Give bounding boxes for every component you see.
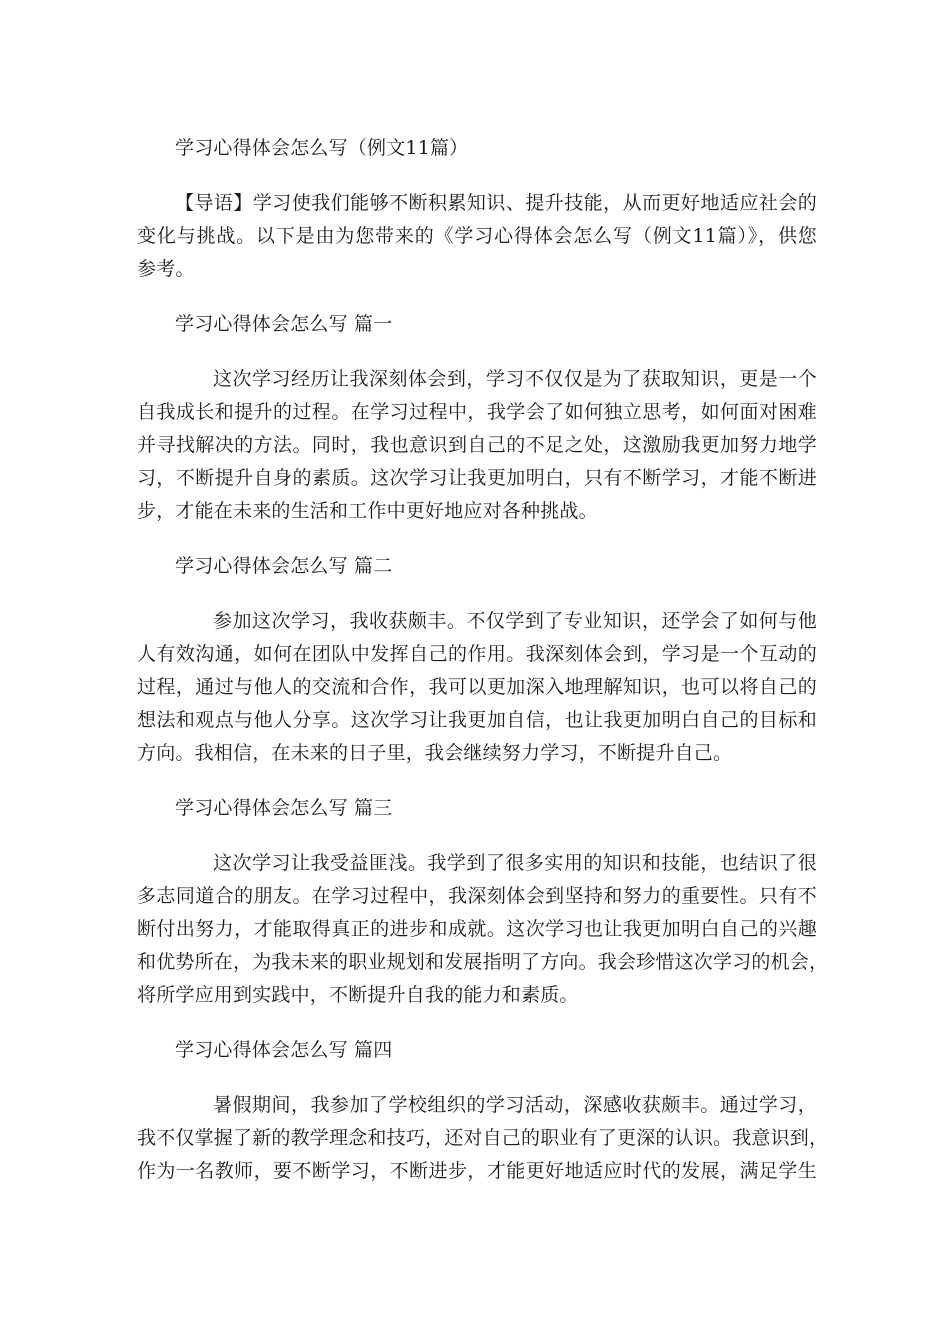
document-title: 学习心得体会怎么写（例文11篇） — [175, 137, 469, 159]
paragraph-line: 我不仅掌握了新的教学理念和技巧，还对自己的职业有了更深的认识。我意识到， — [137, 1127, 829, 1149]
section-heading: 学习心得体会怎么写 篇一 — [175, 313, 393, 335]
paragraph-line: 多志同道合的朋友。在学习过程中，我深刻体会到坚持和努力的重要性。只有不 — [137, 885, 817, 907]
intro-line: 变化与挑战。以下是由为您带来的《学习心得体会怎么写（例文11篇）》，供您 — [137, 225, 817, 247]
section-heading: 学习心得体会怎么写 篇二 — [175, 555, 393, 577]
intro-line: 【导语】学习使我们能够不断积累知识、提升技能，从而更好地适应社会的 — [175, 192, 817, 214]
paragraph-line: 这次学习让我受益匪浅。我学到了很多实用的知识和技能，也结识了很 — [213, 852, 817, 874]
paragraph-line: 断付出努力，才能取得真正的进步和成就。这次学习也让我更加明白自己的兴趣 — [137, 918, 817, 940]
paragraph-line: 想法和观点与他人分享。这次学习让我更加自信，也让我更加明白自己的目标和 — [137, 709, 817, 731]
paragraph-line: 方向。我相信，在未来的日子里，我会继续努力学习，不断提升自己。 — [137, 742, 733, 764]
paragraph-line: 自我成长和提升的过程。在学习过程中，我学会了如何独立思考，如何面对困难 — [137, 401, 817, 423]
paragraph-line: 参加这次学习，我收获颇丰。不仅学到了专业知识，还学会了如何与他 — [213, 610, 817, 632]
paragraph-line: 习，不断提升自身的素质。这次学习让我更加明白，只有不断学习，才能不断进 — [137, 467, 817, 489]
paragraph-line: 这次学习经历让我深刻体会到，学习不仅仅是为了获取知识，更是一个 — [213, 368, 817, 390]
paragraph-line: 暑假期间，我参加了学校组织的学习活动，深感收获颇丰。通过学习， — [213, 1094, 817, 1116]
paragraph-line: 人有效沟通，如何在团队中发挥自己的作用。我深刻体会到，学习是一个互动的 — [137, 643, 817, 665]
section-heading: 学习心得体会怎么写 篇四 — [175, 1039, 393, 1061]
intro-line: 参考。 — [137, 258, 195, 280]
paragraph-line: 并寻找解决的方法。同时，我也意识到自己的不足之处，这激励我更加努力地学 — [137, 434, 817, 456]
paragraph-line: 过程，通过与他人的交流和合作，我可以更加深入地理解知识，也可以将自己的 — [137, 676, 817, 698]
paragraph-line: 将所学应用到实践中，不断提升自我的能力和素质。 — [137, 984, 579, 1006]
paragraph-line: 作为一名教师，要不断学习，不断进步，才能更好地适应时代的发展，满足学生 — [137, 1160, 817, 1182]
section-heading: 学习心得体会怎么写 篇三 — [175, 797, 393, 819]
paragraph-line: 步，才能在未来的生活和工作中更好地应对各种挑战。 — [137, 500, 598, 522]
paragraph-line: 和优势所在，为我未来的职业规划和发展指明了方向。我会珍惜这次学习的机会， — [137, 951, 829, 973]
